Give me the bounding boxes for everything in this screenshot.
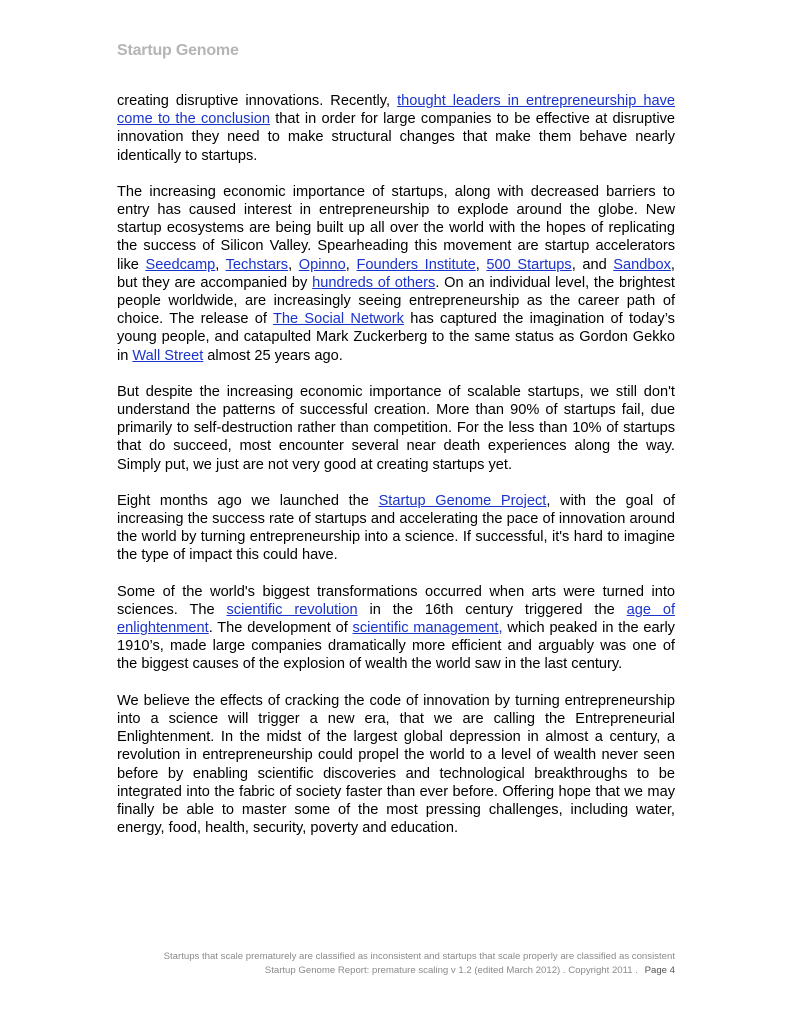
page-number: Page 4 <box>644 965 675 976</box>
footer-note: Startups that scale prematurely are classified as inconsistent and startups that scale properly are classified as consistent <box>163 951 675 962</box>
page-footer <box>164 950 675 978</box>
text-segment: We believe the effects of cracking the code of innovation by turning entrepreneurship into a science will trigger a new era, that we are calling the Entrepreneurial Enlightenment. In the midst of the largest global depression in almost a century, a revolution in entrepreneurship could propel the world to a level of wealth never seen before by enabling scientific discoveries and technological breakthroughs to be integrated into the fabric of society faster than ever before. Offering hope that we may finally be able to master some of the most pressing challenges, including water, energy, food, health, security, poverty and education. <box>117 692 675 837</box>
footer-copyright-line <box>164 964 675 978</box>
text-segment: creating disruptive innovations. Recently, <box>117 93 398 109</box>
text-segment: , <box>475 256 487 273</box>
text-segment: in the 16th century triggered the <box>357 601 627 618</box>
text-segment: , and <box>571 256 614 273</box>
text-segment: But despite the increasing economic importance of scalable startups, we still don't understand the patterns of successful creation. More than 90% of startups fail, due primarily to self-destruction rather than competition. For the less than 10% of startups that do succeed, most encounter several near death experiences along the way. Simply put, we just are not very good at creating startups yet. <box>117 383 675 473</box>
text-segment: , but they are accompanied by <box>117 256 675 291</box>
hyperlink[interactable]: Techstars <box>225 256 289 273</box>
text-segment: almost 25 years ago. <box>203 347 343 364</box>
paragraph <box>117 183 675 365</box>
startup-genome-logo: Startup Genome <box>117 42 239 59</box>
hyperlink[interactable]: age of enlightenment <box>117 601 675 637</box>
text-segment: . The development of <box>208 620 353 637</box>
text-segment: which peaked in the early 1910’s, made large companies dramatically more efficient and arguably was one of the biggest causes of the explosion of wealth the world saw in the last century. <box>117 620 675 673</box>
hyperlink[interactable]: Opinno <box>298 256 346 273</box>
hyperlink[interactable]: The Social Network <box>272 311 404 328</box>
hyperlink[interactable]: 500 Startups <box>486 256 572 273</box>
text-segment: , <box>215 256 226 273</box>
paragraph <box>117 92 675 165</box>
hyperlink[interactable]: Startup Genome Project <box>378 492 547 509</box>
hyperlink[interactable]: hundreds of others <box>312 274 436 291</box>
text-segment: has captured the imagination of today’s young people, and catapulted Mark Zuckerberg to the same status as Gordon Gekko in <box>117 311 675 364</box>
hyperlink[interactable]: scientific management, <box>352 620 503 637</box>
footer-copyright: Startup Genome Report: premature scaling v 1.2 (edited March 2012) . Copyright 2011 . <box>264 965 638 976</box>
text-segment: . On an individual level, the brightest people worldwide, are increasingly seeing entrepreneurship as the career path of choice. The release of <box>117 274 675 328</box>
hyperlink[interactable]: Founders Institute <box>356 256 476 273</box>
paragraph <box>117 583 675 674</box>
hyperlink[interactable]: scientific revolution <box>226 601 358 618</box>
text-segment: , with the goal of increasing the success rate of startups and accelerating the pace of innovation around the world by turning entrepreneurship into a science. If successful, it's hard to imagine the type of impact this could have. <box>117 492 676 564</box>
text-segment: Some of the world's biggest transformations occurred when arts were turned into sciences. The <box>117 583 675 618</box>
hyperlink[interactable]: Seedcamp <box>145 256 216 273</box>
hyperlink[interactable]: Sandbox <box>613 256 671 273</box>
hyperlink[interactable]: Wall Street <box>132 347 204 364</box>
text-segment: Eight months ago we launched the <box>117 492 379 509</box>
text-segment: , <box>288 256 299 273</box>
text-segment: , <box>345 256 357 273</box>
paragraph <box>117 383 675 474</box>
hyperlink[interactable]: thought leaders in entrepreneurship have come to the conclusion <box>117 93 675 128</box>
text-segment: The increasing economic importance of startups, along with decreased barriers to entry has caused interest in entrepreneurship to explode around the globe. New startup ecosystems are being built up all over the world with the hopes of replicating the success of Silicon Valley. Spearheading this movement are startup accelerators like <box>117 183 675 273</box>
text-segment: that in order for large companies to be effective at disruptive innovation they need to make structural changes that make them behave nearly identically to startups. <box>117 111 676 164</box>
document-body <box>117 92 675 855</box>
paragraph <box>117 492 675 565</box>
paragraph <box>117 692 675 838</box>
